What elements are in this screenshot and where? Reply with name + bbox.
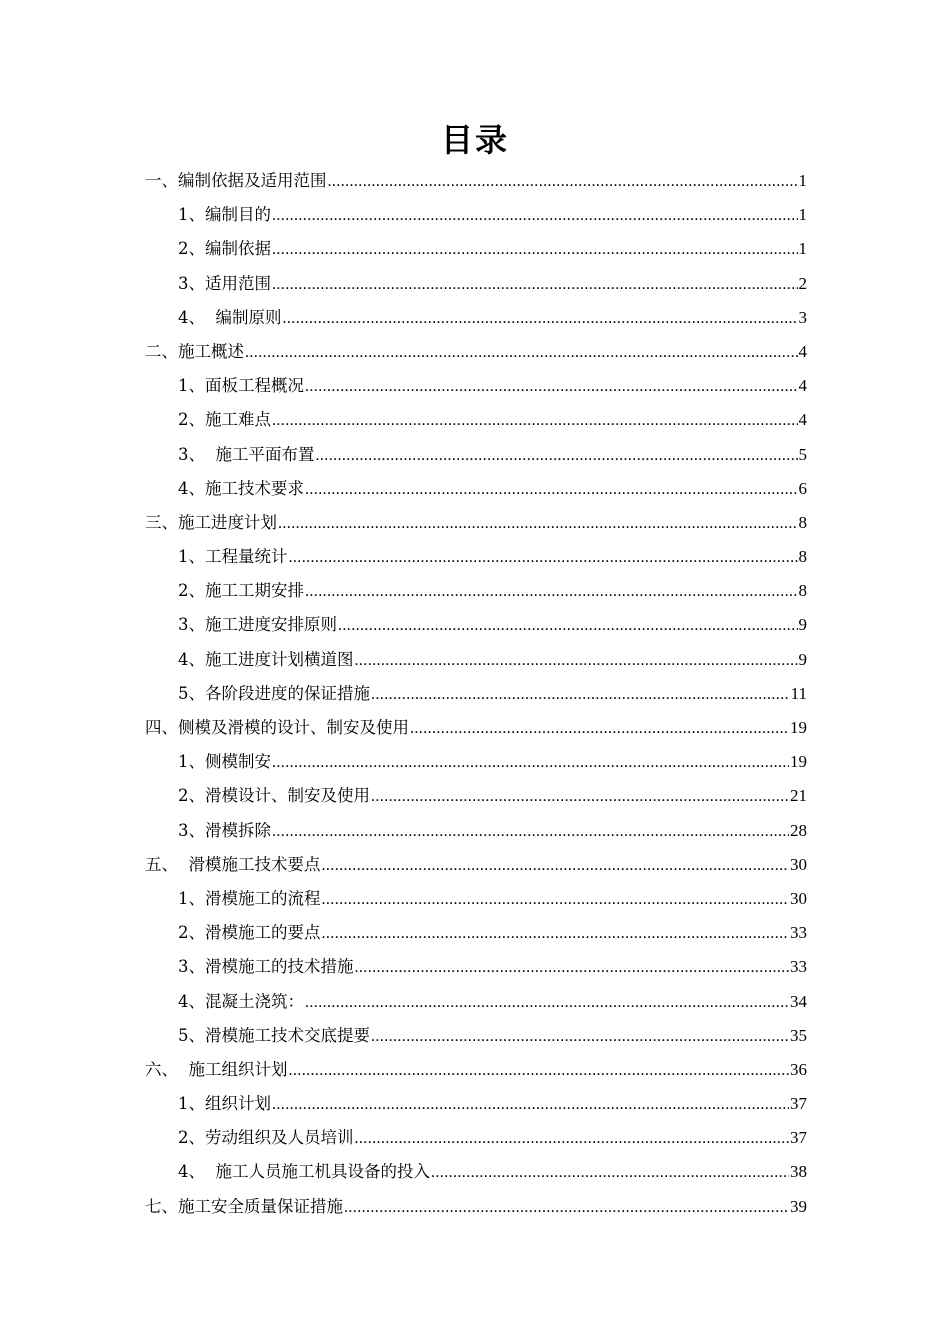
toc-page-number: 37 [790,1128,807,1148]
toc-dot-leader [272,268,798,302]
toc-dot-leader [289,541,798,575]
toc-dot-leader [305,575,798,609]
toc-entry-label: 4、混凝土浇筑： [178,991,304,1011]
toc-dot-leader [371,780,789,814]
toc-entry-label: 2、滑模施工的要点 [178,923,321,943]
toc-subsection-entry[interactable] [145,267,807,301]
toc-page-number: 9 [798,649,807,669]
toc-subsection-entry[interactable] [145,1121,807,1155]
toc-subsection-entry[interactable] [145,608,807,642]
toc-page-number: 34 [790,991,807,1011]
toc-dot-leader [283,302,798,336]
toc-subsection-entry[interactable] [145,643,807,677]
toc-dot-leader [322,883,790,917]
toc-dot-leader [355,644,798,678]
toc-subsection-entry[interactable] [145,950,807,984]
toc-page-number: 9 [798,615,807,635]
toc-page-number: 4 [798,341,807,361]
toc-entry-label: 1、面板工程概况 [178,376,304,396]
toc-dot-leader [322,917,790,951]
toc-dot-leader [305,986,789,1020]
toc-page-number: 4 [798,376,807,396]
toc-entry-label: 2、施工难点 [178,410,271,430]
toc-dot-leader [272,815,789,849]
toc-dot-leader [355,1122,790,1156]
toc-dot-leader [328,165,798,199]
toc-page-number: 3 [798,307,807,327]
toc-section-entry[interactable] [145,506,807,540]
toc-entry-label: 3、滑模拆除 [178,820,271,840]
toc-entry-label: 3、 施工平面布置 [178,444,315,464]
toc-page-number: 30 [790,854,807,874]
toc-subsection-entry[interactable] [145,369,807,403]
toc-entry-label: 4、 编制原则 [178,307,282,327]
toc-entry-label: 3、滑模施工的技术措施 [178,957,354,977]
toc-page-number: 33 [790,923,807,943]
toc-entry-label: 3、适用范围 [178,273,271,293]
toc-page-number: 11 [790,683,807,703]
toc-subsection-entry[interactable] [145,472,807,506]
toc-page-number: 8 [798,547,807,567]
toc-page-number: 1 [798,171,807,190]
toc-dot-leader [272,404,798,438]
toc-section-entry[interactable] [145,711,807,745]
toc-section-entry[interactable] [145,1190,807,1224]
toc-entry-label: 5、滑模施工技术交底提要 [178,1025,370,1045]
toc-subsection-entry[interactable] [145,985,807,1019]
toc-subsection-entry[interactable] [145,403,807,437]
toc-dot-leader [289,1054,790,1088]
toc-entry-label: 2、施工工期安排 [178,581,304,601]
toc-page-number: 8 [798,581,807,601]
toc-subsection-entry[interactable] [145,540,807,574]
toc-page-number: 39 [790,1196,807,1216]
toc-dot-leader [322,849,790,883]
toc-subsection-entry[interactable] [145,1019,807,1053]
toc-subsection-entry[interactable] [145,1087,807,1121]
toc-subsection-entry[interactable] [145,301,807,335]
toc-dot-leader [278,507,798,541]
toc-entry-label: 一、编制依据及适用范围 [145,171,327,190]
toc-section-entry[interactable] [145,164,807,198]
toc-page-number: 36 [790,1059,807,1079]
toc-dot-leader [355,951,790,985]
toc-subsection-entry[interactable] [145,232,807,266]
toc-entry-label: 1、滑模施工的流程 [178,888,321,908]
toc-subsection-entry[interactable] [145,677,807,711]
toc-page-number: 19 [790,752,807,772]
toc-entry-label: 二、施工概述 [145,341,244,361]
toc-entry-label: 3、施工进度安排原则 [178,615,337,635]
toc-entry-label: 4、施工技术要求 [178,478,304,498]
toc-subsection-entry[interactable] [145,882,807,916]
toc-subsection-entry[interactable] [145,1155,807,1189]
toc-subsection-entry[interactable] [145,779,807,813]
toc-subsection-entry[interactable] [145,574,807,608]
toc-page-number: 4 [798,410,807,430]
toc-page-number: 5 [798,444,807,464]
toc-entry-label: 1、编制目的 [178,205,271,225]
toc-entry-label: 2、劳动组织及人员培训 [178,1128,354,1148]
toc-subsection-entry[interactable] [145,438,807,472]
toc-page-number: 21 [790,786,807,806]
toc-entry-label: 三、施工进度计划 [145,512,277,532]
toc-page-number: 1 [798,239,807,259]
toc-dot-leader [316,439,798,473]
toc-page-number: 1 [798,205,807,225]
toc-page-number: 37 [790,1094,807,1114]
toc-dot-leader [344,1191,789,1225]
toc-entry-label: 1、工程量统计 [178,547,288,567]
page-title: 目录 [440,121,509,159]
toc-page-number: 2 [798,273,807,293]
toc-entry-label: 七、施工安全质量保证措施 [145,1196,343,1216]
toc-entry-label: 五、 滑模施工技术要点 [145,854,321,874]
toc-subsection-entry[interactable] [145,916,807,950]
toc-dot-leader [371,1020,789,1054]
toc-dot-leader [338,609,798,643]
toc-page-number: 6 [798,478,807,498]
toc-dot-leader [272,1088,789,1122]
toc-dot-leader [305,370,798,404]
toc-entry-label: 2、滑模设计、制安及使用 [178,786,370,806]
toc-dot-leader [431,1156,789,1190]
toc-entry-label: 4、 施工人员施工机具设备的投入 [178,1162,430,1182]
toc-entry-label: 4、施工进度计划横道图 [178,649,354,669]
toc-page-number: 8 [798,512,807,532]
toc-subsection-entry[interactable] [145,814,807,848]
toc-page-number: 38 [790,1162,807,1182]
toc-entry-label: 四、侧模及滑模的设计、制安及使用 [145,718,409,737]
toc-page-number: 33 [790,957,807,977]
toc-subsection-entry[interactable] [145,198,807,232]
toc-page-number: 19 [790,718,807,737]
toc-section-entry[interactable] [145,848,807,882]
table-of-contents [145,164,807,1224]
toc-dot-leader [371,678,790,712]
toc-section-entry[interactable] [145,335,807,369]
toc-section-entry[interactable] [145,1053,807,1087]
toc-dot-leader [410,712,789,746]
toc-entry-label: 1、组织计划 [178,1094,271,1114]
toc-dot-leader [272,233,798,267]
toc-subsection-entry[interactable] [145,745,807,779]
toc-dot-leader [272,746,789,780]
toc-entry-label: 2、编制依据 [178,239,271,259]
toc-entry-label: 5、各阶段进度的保证措施 [178,683,370,703]
toc-page-number: 30 [790,888,807,908]
toc-page-number: 35 [790,1025,807,1045]
toc-dot-leader [272,199,798,233]
toc-page-number: 28 [790,820,807,840]
toc-dot-leader [305,473,798,507]
toc-dot-leader [245,336,798,370]
toc-entry-label: 1、侧模制安 [178,752,271,772]
toc-entry-label: 六、 施工组织计划 [145,1059,288,1079]
